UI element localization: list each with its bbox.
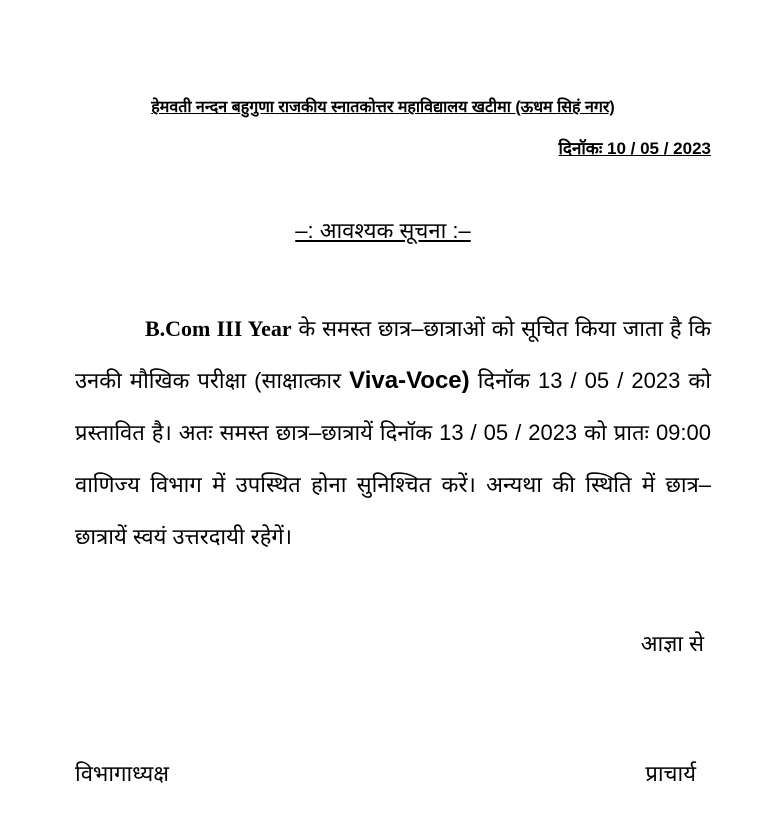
- date-value: 10 / 05 / 2023: [607, 139, 711, 158]
- notice-body: [75, 303, 711, 563]
- notice-text-part-1: के समस्त छात्र–छात्राओं को सूचित किया जाता है कि उनकी मौखिक परीक्षा (साक्षात्कार: [75, 316, 711, 393]
- date-label: दिनॉकः: [558, 139, 603, 158]
- college-name: हेमवती नन्दन बहुगुणा राजकीय स्नातकोत्तर महाविद्यालय खटीमा (ऊधम सिहं नगर): [151, 99, 615, 116]
- issue-date: [559, 136, 711, 159]
- hod-signature-label: विभागाध्यक्ष: [75, 761, 169, 786]
- course-name: B.Com III Year: [145, 316, 292, 341]
- viva-voce-label: Viva-Voce): [349, 367, 470, 394]
- notice-title: –: आवश्यक सूचना :–: [295, 218, 471, 243]
- principal-signature-label: प्राचार्य: [645, 761, 696, 786]
- order-from: आज्ञा से: [640, 631, 704, 656]
- notice-text-part-2: दिनॉक 13 / 05 / 2023 को प्रस्तावित है। अतः समस्त छात्र–छात्रायें दिनॉक 13 / 05 / 2023 को प्रातः 09:00 वाणिज्य विभाग में उपस्थित होना सुनिश्चित करें। अन्यथा की स्थिति में छात्र–छात्रायें स्वयं उत्तरदायी रहेगें।: [75, 368, 711, 549]
